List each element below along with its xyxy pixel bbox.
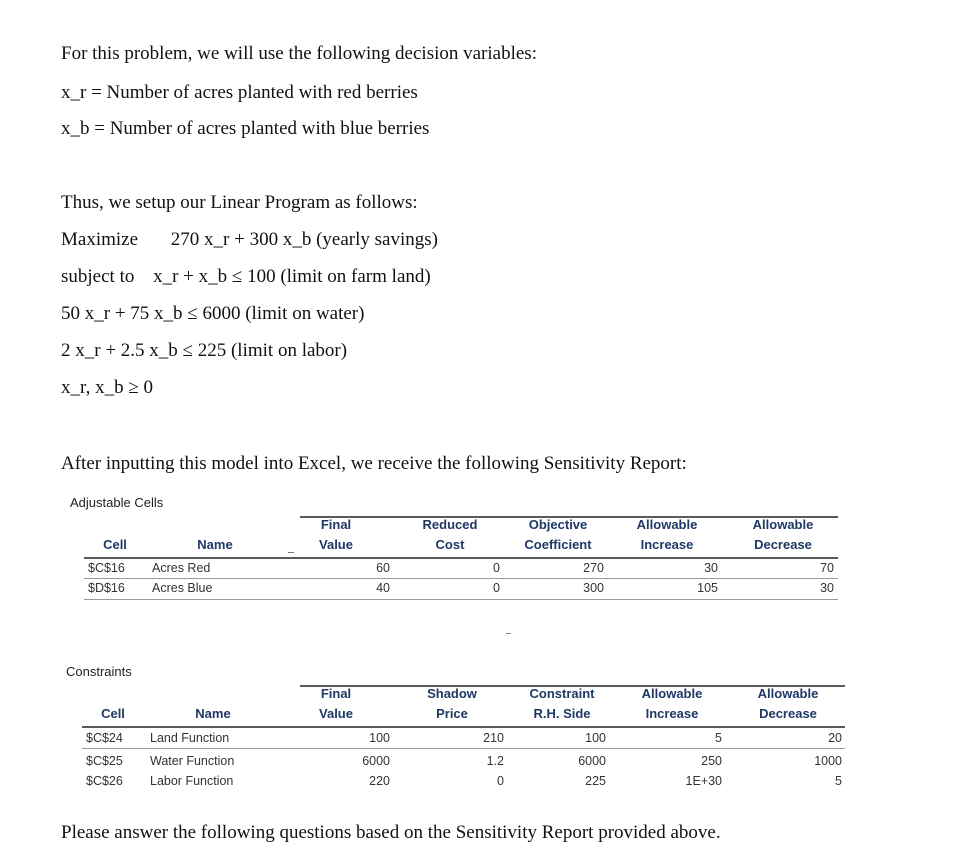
constraint-water: 50 x_r + 75 x_b ≤ 6000 (limit on water) xyxy=(61,303,365,324)
table-row-final: 60 xyxy=(376,561,390,575)
header-allowable-decrease: Allowable Decrease xyxy=(757,686,819,721)
header-shadow-price: Shadow Price xyxy=(427,686,477,721)
objective-function: 270 x_r + 300 x_b (yearly savings) xyxy=(170,229,438,250)
header-final-value: Final Value xyxy=(319,686,353,721)
table-row-name: Acres Blue xyxy=(152,581,213,595)
header-cell: Cell xyxy=(101,706,125,721)
table-bottom-rule xyxy=(84,599,838,600)
variable-xb-definition: x_b = Number of acres planted with blue berries xyxy=(61,118,430,139)
table-row-increase: 105 xyxy=(697,581,718,595)
table-row-increase: 1E+30 xyxy=(685,774,722,788)
table-row-shadow-price: 210 xyxy=(483,731,504,745)
lp-setup-text: Thus, we setup our Linear Program as follows: xyxy=(61,192,418,213)
table-row-final: 6000 xyxy=(362,754,390,768)
table-row-name: Labor Function xyxy=(150,774,234,788)
constraint-land-line xyxy=(61,266,431,288)
table-row-decrease: 30 xyxy=(820,581,834,595)
table-row-decrease: 1000 xyxy=(814,754,842,768)
table-row-coefficient: 270 xyxy=(583,561,604,575)
header-bottom-rule xyxy=(82,726,845,728)
table-row-decrease: 5 xyxy=(835,774,842,788)
variable-xr-definition: x_r = Number of acres planted with red berries xyxy=(61,82,418,103)
table-row-reduced: 0 xyxy=(493,581,500,595)
header-top-rule xyxy=(300,516,838,518)
subject-to-label: subject to xyxy=(61,266,135,287)
table-row-cell: $C$16 xyxy=(88,561,125,575)
table-row-decrease: 20 xyxy=(828,731,842,745)
header-name: Name xyxy=(197,537,233,552)
table-row-name: Acres Red xyxy=(152,561,211,575)
header-top-rule xyxy=(300,685,845,687)
table-row-cell: $C$25 xyxy=(86,754,123,768)
header-allowable-increase: Allowable Increase xyxy=(636,517,698,552)
intro-line-1: For this problem, we will use the following decision variables: xyxy=(61,43,537,64)
table-row-cell: $D$16 xyxy=(88,581,125,595)
table-row-decrease: 70 xyxy=(820,561,834,575)
row-divider xyxy=(84,578,838,579)
table-row-final: 40 xyxy=(376,581,390,595)
header-name: Name xyxy=(195,706,231,721)
stray-mark xyxy=(506,633,511,634)
header-bottom-rule xyxy=(84,557,838,559)
table-row-shadow-price: 1.2 xyxy=(486,754,504,768)
maximize-label: Maximize xyxy=(61,229,139,250)
header-objective-coefficient: Objective Coefficient xyxy=(524,517,592,552)
table-row-final: 220 xyxy=(369,774,390,788)
constraint-land: x_r + x_b ≤ 100 (limit on farm land) xyxy=(153,266,431,287)
header-allowable-increase: Allowable Increase xyxy=(641,686,703,721)
header-constraint-rhs: Constraint R.H. Side xyxy=(529,686,595,721)
table-row-increase: 250 xyxy=(701,754,722,768)
objective-line xyxy=(61,229,438,251)
header-cell: Cell xyxy=(103,537,127,552)
table-row-rhs: 225 xyxy=(585,774,606,788)
header-final-value: Final Value xyxy=(319,517,353,552)
table-row-cell: $C$24 xyxy=(86,731,123,745)
header-allowable-decrease: Allowable Decrease xyxy=(752,517,814,552)
adjustable-cells-title: Adjustable Cells xyxy=(70,495,164,510)
row-divider xyxy=(82,748,845,749)
table-row-final: 100 xyxy=(369,731,390,745)
header-reduced-cost: Reduced Cost xyxy=(422,517,478,552)
table-row-increase: 30 xyxy=(704,561,718,575)
table-row-name: Land Function xyxy=(150,731,230,745)
table-row-coefficient: 300 xyxy=(583,581,604,595)
report-intro: After inputting this model into Excel, we receive the following Sensitivity Report: xyxy=(61,453,687,474)
table-row-increase: 5 xyxy=(715,731,722,745)
table-row-name: Water Function xyxy=(150,754,235,768)
table-row-rhs: 100 xyxy=(585,731,606,745)
table-row-rhs: 6000 xyxy=(578,754,606,768)
header-tick xyxy=(288,552,294,553)
table-row-reduced: 0 xyxy=(493,561,500,575)
closing-instruction: Please answer the following questions based on the Sensitivity Report provided above. xyxy=(61,822,721,843)
constraints-title: Constraints xyxy=(66,664,132,679)
nonnegativity-constraint: x_r, x_b ≥ 0 xyxy=(61,377,153,398)
constraint-labor: 2 x_r + 2.5 x_b ≤ 225 (limit on labor) xyxy=(61,340,348,361)
table-row-shadow-price: 0 xyxy=(497,774,504,788)
table-row-cell: $C$26 xyxy=(86,774,123,788)
